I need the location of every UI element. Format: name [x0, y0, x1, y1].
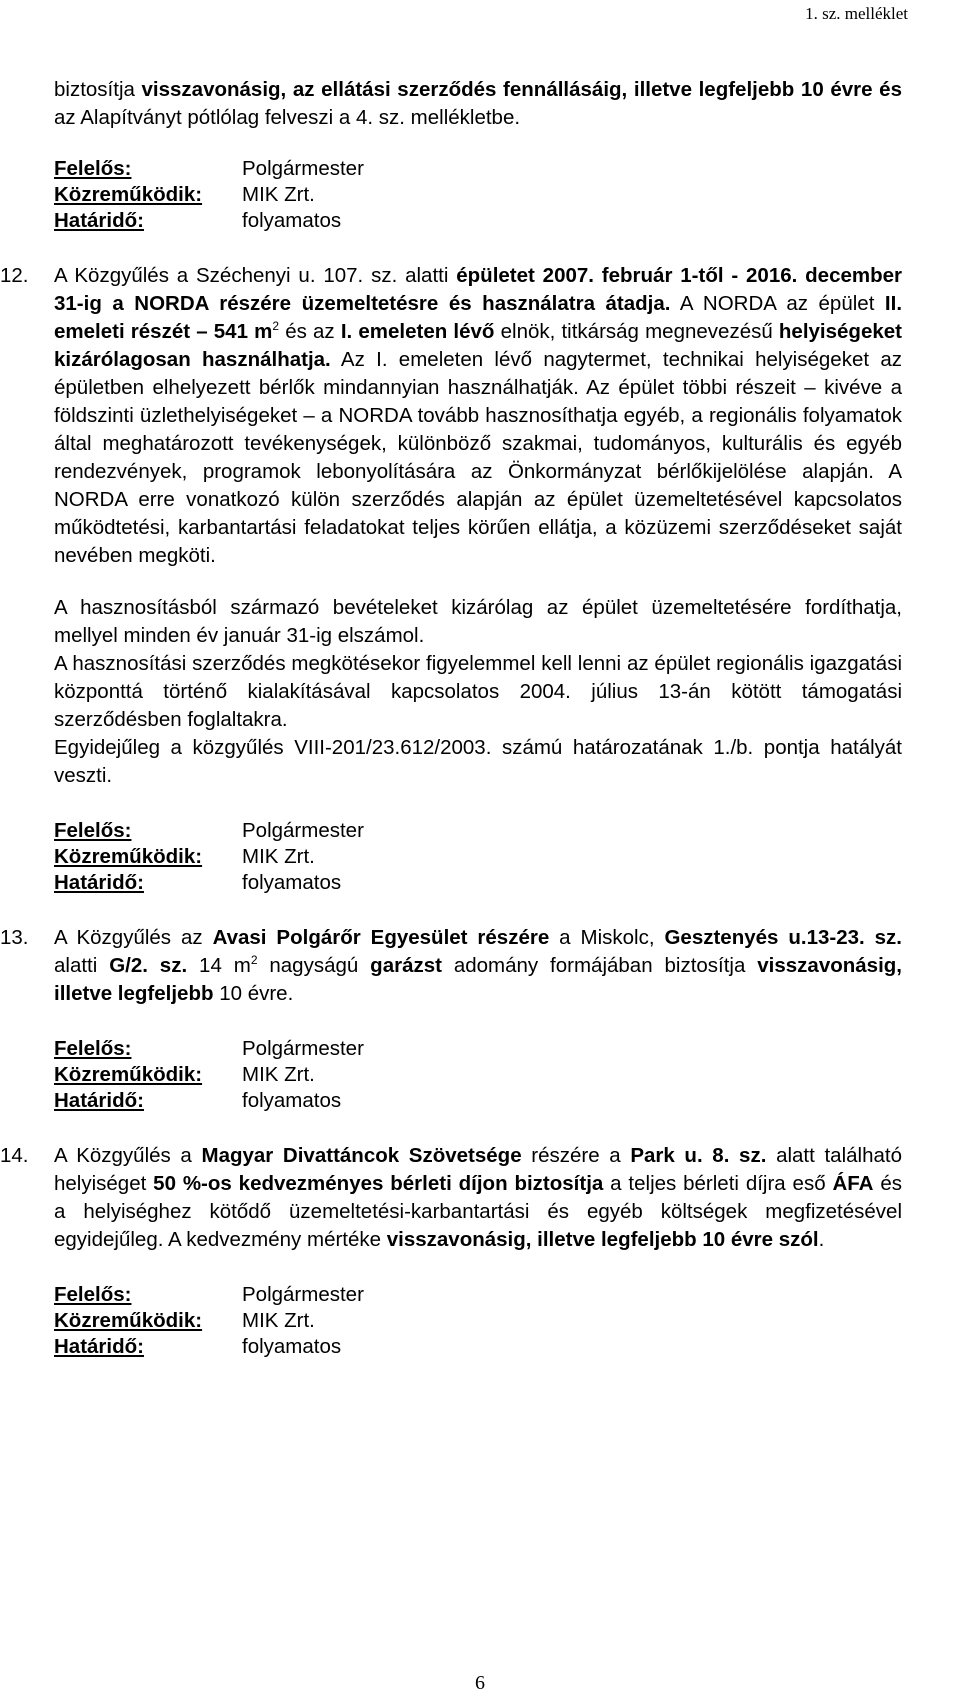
kozremukodik-value: MIK Zrt.: [242, 845, 315, 868]
felelos-label: Felelős:: [54, 819, 132, 842]
hatarido-value: folyamatos: [242, 209, 342, 232]
felelos-value: Polgármester: [242, 819, 364, 842]
responsibility-block-2: [54, 818, 902, 896]
item-12-paragraph-1: A Közgyűlés a Széchenyi u. 107. sz. alatti épületet 2007. február 1-től - 2016. december 31-ig a NORDA részére üzemeltetésre és használatra átadja. A NORDA az épület II. emeleti részét – 541 $m^2$ és az I. emeleten lévő elnök, titkárság megnevezésű helyiségeket kizárólagosan használhatja. Az I. emeleten lévő nagytermet, technikai helyiségeket az épületben elhelyezett bérlők mindannyian használhatják. Az épület többi részeit – kivéve a földszinti üzlethelyiségeket – a NORDA tovább hasznosíthatja egyéb, a regionális folyamatok által meghatározott tevékenységek, különböző szakmai, tudományos, kulturális és egyéb rendezvények, programok lebonyolítására az Önkormányzat bérlőkijelölése alapján. A NORDA erre vonatkozó külön szerződés alapján az épület üzemeltetésével kapcsolatos működtetési, karbantartási feladatokat teljes körűen ellátja, a közüzemi szerződéseket saját nevében megköti.: [54, 264, 903, 567]
hatarido-label: Határidő:: [54, 1089, 144, 1112]
kozremukodik-value: MIK Zrt.: [242, 183, 315, 206]
hatarido-value: folyamatos: [242, 871, 342, 894]
kozremukodik-label: Közreműködik:: [54, 1063, 203, 1086]
kozremukodik-value: MIK Zrt.: [242, 1309, 315, 1332]
item-13: [0, 924, 902, 1008]
hatarido-value: folyamatos: [242, 1089, 342, 1112]
kozremukodik-value: MIK Zrt.: [242, 1063, 315, 1086]
item-13-paragraph: A Közgyűlés az Avasi Polgárőr Egyesület részére a Miskolc, Gesztenyés u.13-23. sz. alatti G/2. sz. 14 $m^2$ nagyságú garázst adomány formájában biztosítja visszavonásig, illetve legfeljebb 10 évre.: [54, 926, 902, 1005]
hatarido-label: Határidő:: [54, 871, 144, 894]
item-12-paragraph-4: Egyidejűleg a közgyűlés VIII-201/23.612/2003. számú határozatának 1./b. pontja hatályát veszti.: [54, 736, 902, 787]
hatarido-value: folyamatos: [242, 1335, 342, 1358]
felelos-label: Felelős:: [54, 157, 132, 180]
responsibility-block-1: [54, 156, 902, 234]
item-number: 14.: [0, 1144, 29, 1167]
kozremukodik-label: Közreműködik:: [54, 1309, 203, 1332]
document-body: [0, 76, 903, 1360]
hatarido-label: Határidő:: [54, 209, 144, 232]
felelos-label: Felelős:: [54, 1283, 132, 1306]
responsibility-block-4: [54, 1282, 902, 1360]
felelos-value: Polgármester: [242, 1283, 364, 1306]
intro-paragraph: biztosítja visszavonásig, az ellátási szerződés fennállásáig, illetve legfeljebb 10 évre és az Alapítványt pótlólag felveszi a 4. sz. mellékletbe.: [54, 78, 902, 129]
item-12-paragraph-2: A hasznosításból származó bevételeket kizárólag az épület üzemeltetésére fordíthatja, mellyel minden év január 31-ig elszámol.: [54, 596, 902, 647]
hatarido-label: Határidő:: [54, 1335, 144, 1358]
item-14-paragraph: A Közgyűlés a Magyar Divattáncok Szövetsége részére a Park u. 8. sz. alatt található helyiséget 50 %-os kedvezményes bérleti díjon biztosítja a teljes bérleti díjra eső ÁFA és a helyiséghez kötődő üzemeltetési-karbantartási és egyéb költségek megfizetésével egyidejűleg. A kedvezmény mértéke visszavonásig, illetve legfeljebb 10 évre szól.: [54, 1144, 902, 1251]
responsibility-block-3: [54, 1036, 902, 1114]
page-number: 6: [475, 1672, 485, 1694]
felelos-label: Felelős:: [54, 1037, 132, 1060]
kozremukodik-label: Közreműködik:: [54, 183, 203, 206]
item-number: 13.: [0, 926, 29, 949]
kozremukodik-label: Közreműködik:: [54, 845, 203, 868]
item-number: 12.: [0, 264, 29, 287]
felelos-value: Polgármester: [242, 1037, 364, 1060]
item-12: [0, 262, 903, 790]
felelos-value: Polgármester: [242, 157, 364, 180]
item-12-paragraph-3: A hasznosítási szerződés megkötésekor figyelemmel kell lenni az épület regionális igazgatási központtá történő kialakításával kapcsolatos 2004. július 13-án kötött támogatási szerződésben foglaltakra.: [54, 652, 902, 731]
item-14: [0, 1142, 902, 1254]
page-header: 1. sz. melléklet: [805, 4, 908, 23]
